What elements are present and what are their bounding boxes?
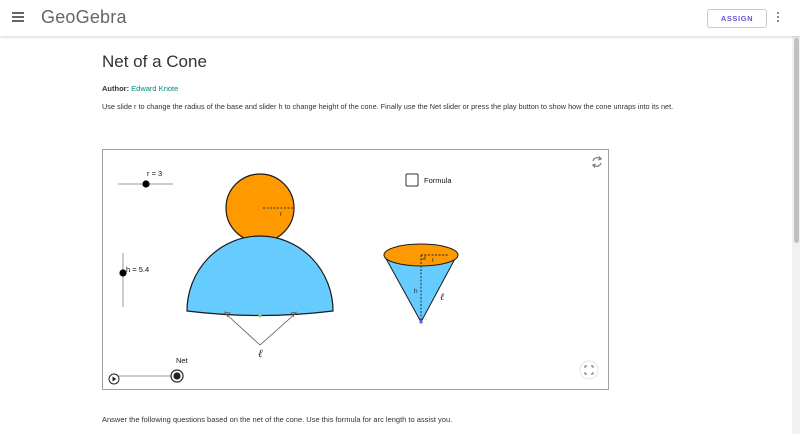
author-label: Author:	[102, 84, 130, 93]
slider-r[interactable]	[118, 169, 173, 188]
author-line	[102, 84, 178, 93]
net-slant-mark: ℓ	[258, 347, 263, 360]
sector-midpoint[interactable]	[258, 314, 261, 317]
hamburger-menu-icon[interactable]	[12, 12, 24, 22]
questions-intro-text: Answer the following questions based on the net of the cone. Use this formula for arc length to assist you.	[102, 415, 453, 424]
assign-button[interactable]: ASSIGN	[707, 9, 767, 28]
slider-r-label: r = 3	[147, 169, 163, 178]
fullscreen-icon[interactable]	[580, 361, 598, 379]
page-scrollbar[interactable]	[792, 36, 800, 434]
more-options-icon[interactable]	[776, 12, 780, 24]
play-button[interactable]	[109, 374, 119, 384]
slider-h-label: h = 5.4	[126, 265, 150, 274]
cone-3d	[384, 244, 458, 324]
cone-radius-mark: r	[432, 258, 434, 264]
geogebra-applet[interactable]	[102, 149, 609, 390]
formula-checkbox[interactable]	[406, 174, 452, 186]
page-title: Net of a Cone	[102, 52, 207, 71]
net-base-circle	[226, 174, 294, 242]
description-text: Use slide r to change the radius of the base and slider h to change height of the cone. Finally use the Net slider or press the play button to show how the cone unraps into its net.	[102, 102, 674, 111]
slider-h[interactable]	[119, 253, 149, 307]
geogebra-logo[interactable]: GeoGebra	[41, 7, 127, 27]
applet-canvas[interactable]	[103, 150, 610, 391]
author-link[interactable]: Edward Knote	[131, 84, 179, 93]
formula-label: Formula	[424, 176, 452, 185]
slider-net-label: Net	[176, 356, 188, 365]
scrollbar-thumb[interactable]	[794, 38, 799, 243]
slider-r-knob[interactable]	[142, 180, 149, 187]
net-radius-mark: r	[280, 212, 282, 218]
net-lateral-sector	[187, 236, 333, 360]
reset-icon[interactable]	[593, 157, 601, 168]
cone-height-mark: h	[414, 288, 418, 295]
cone-slant-mark: ℓ	[440, 292, 445, 303]
slider-net[interactable]	[119, 356, 189, 382]
top-bar	[0, 0, 800, 36]
